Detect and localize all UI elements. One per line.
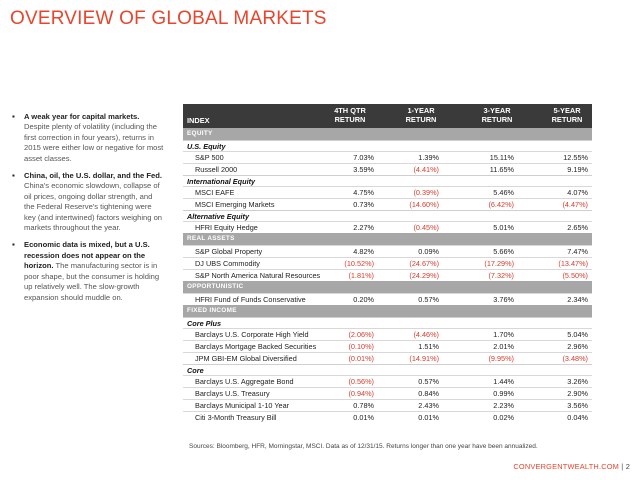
return-value: 0.02%: [493, 413, 514, 422]
table-row: [183, 399, 592, 411]
return-value: 2.23%: [493, 401, 514, 410]
footer-separator: |: [619, 462, 626, 471]
index-name: Barclays U.S. Corporate High Yield: [195, 330, 309, 339]
subgroup-label: Core: [183, 364, 592, 375]
return-value: 0.57%: [418, 377, 439, 386]
return-value: (14.91%): [409, 354, 439, 363]
index-name: Citi 3-Month Treasury Bill: [195, 413, 277, 422]
index-name: S&P North America Natural Resources: [195, 271, 321, 280]
return-value: 1.70%: [493, 330, 514, 339]
return-value: 5.01%: [493, 223, 514, 232]
returns-table: [183, 104, 592, 423]
table-row: [183, 387, 592, 399]
table-row: [183, 411, 592, 423]
return-value: 1.51%: [418, 342, 439, 351]
index-name: S&P 500: [195, 153, 224, 162]
return-value: (0.45%): [413, 223, 439, 232]
return-value: 0.57%: [418, 295, 439, 304]
return-value: 4.07%: [567, 188, 588, 197]
return-value: (0.56%): [348, 377, 374, 386]
return-value: 2.96%: [567, 342, 588, 351]
index-name: Barclays U.S. Treasury: [195, 389, 270, 398]
return-value: 2.43%: [418, 401, 439, 410]
return-value: 3.76%: [493, 295, 514, 304]
table-row: [183, 245, 592, 257]
index-name: HFRI Fund of Funds Conservative: [195, 295, 306, 304]
table-row: [183, 293, 592, 305]
return-value: 2.65%: [567, 223, 588, 232]
bullet-text: The manufacturing sector is in poor shape, but the consumer is holding up relatively well. The slow-growth expansion should muddle on.: [24, 261, 160, 302]
header-5-year: 5-YEAR RETURN: [551, 106, 583, 124]
subgroup-label: Alternative Equity: [183, 210, 592, 221]
index-name: Russell 2000: [195, 165, 238, 174]
index-name: JPM GBI-EM Global Diversified: [195, 354, 297, 363]
bullet-icon: ▪: [12, 240, 15, 250]
return-value: (0.94%): [348, 389, 374, 398]
header-index: INDEX: [187, 116, 210, 125]
bullet-icon: ▪: [12, 171, 15, 181]
return-value: 4.75%: [353, 188, 374, 197]
return-value: (0.10%): [348, 342, 374, 351]
header-4th-qtr: 4TH QTR RETURN: [334, 106, 366, 124]
return-value: 0.99%: [493, 389, 514, 398]
bullet-text: Despite plenty of volatility (including the first correction in four years), returns in 2015 were either low or negative for most asset classes.: [24, 122, 164, 163]
section-header: REAL ASSETS: [183, 233, 592, 245]
index-name: Barclays U.S. Aggregate Bond: [195, 377, 294, 386]
return-value: 9.19%: [567, 165, 588, 174]
table-row: [183, 375, 592, 387]
table-row: [183, 151, 592, 163]
index-name: S&P Global Property: [195, 247, 263, 256]
return-value: 11.65%: [489, 165, 514, 174]
index-name: HFRI Equity Hedge: [195, 223, 258, 232]
footer-site-link[interactable]: CONVERGENTWEALTH.COM: [513, 462, 620, 471]
return-value: 3.56%: [567, 401, 588, 410]
return-value: (0.39%): [413, 188, 439, 197]
return-value: (5.50%): [562, 271, 588, 280]
return-value: (10.52%): [344, 259, 374, 268]
return-value: (7.32%): [488, 271, 514, 280]
return-value: 1.44%: [493, 377, 514, 386]
return-value: (24.67%): [409, 259, 439, 268]
section-header: FIXED INCOME: [183, 305, 592, 317]
table-body: [183, 128, 592, 423]
bullet-heading: A weak year for capital markets.: [24, 112, 140, 121]
footnote: Sources: Bloomberg, HFR, Morningstar, MSCI. Data as of 12/31/15. Returns longer than one year have been annualized.: [189, 443, 538, 450]
bullet-list: [12, 112, 164, 310]
return-value: 2.34%: [567, 295, 588, 304]
subgroup-label: International Equity: [183, 175, 592, 186]
index-name: MSCI Emerging Markets: [195, 200, 275, 209]
return-value: (17.29%): [484, 259, 514, 268]
return-value: (24.29%): [409, 271, 439, 280]
return-value: 0.09%: [418, 247, 439, 256]
index-name: MSCI EAFE: [195, 188, 235, 197]
bullet-item: [12, 171, 164, 233]
bullet-icon: ▪: [12, 112, 15, 121]
return-value: 0.84%: [418, 389, 439, 398]
return-value: 15.11%: [489, 153, 514, 162]
subgroup-label: Core Plus: [183, 317, 592, 328]
index-name: Barclays Mortgage Backed Securities: [195, 342, 317, 351]
return-value: (2.06%): [348, 330, 374, 339]
index-name: Barclays Municipal 1-10 Year: [195, 401, 290, 410]
header-3-year: 3-YEAR RETURN: [481, 106, 513, 124]
table-row: [183, 221, 592, 233]
table-row: [183, 186, 592, 198]
page-number: 2: [625, 462, 630, 471]
return-value: (13.47%): [558, 259, 588, 268]
return-value: (6.42%): [488, 200, 514, 209]
table-header: [183, 104, 592, 128]
bullet-item: [12, 112, 164, 164]
table-row: [183, 269, 592, 281]
table-row: [183, 198, 592, 210]
return-value: 5.04%: [567, 330, 588, 339]
return-value: (0.01%): [348, 354, 374, 363]
return-value: 2.90%: [567, 389, 588, 398]
return-value: 1.39%: [418, 153, 439, 162]
table-row: [183, 257, 592, 269]
footer: [513, 462, 630, 471]
bullet-heading: China, oil, the U.S. dollar, and the Fed.: [24, 171, 162, 181]
return-value: 2.01%: [493, 342, 514, 351]
section-header: OPPORTUNISTIC: [183, 281, 592, 293]
return-value: (4.46%): [413, 330, 439, 339]
subgroup-label: U.S. Equity: [183, 140, 592, 151]
return-value: 0.78%: [353, 401, 374, 410]
page-title: OVERVIEW OF GLOBAL MARKETS: [10, 8, 327, 29]
index-name: DJ UBS Commodity: [195, 259, 260, 268]
return-value: 12.55%: [563, 153, 588, 162]
table-row: [183, 163, 592, 175]
return-value: 4.82%: [353, 247, 374, 256]
return-value: 2.27%: [353, 223, 374, 232]
bullet-heading: Economic data is mixed, but a U.S. recession does not appear on the horizon.: [24, 240, 150, 271]
return-value: (14.60%): [409, 200, 439, 209]
return-value: (3.48%): [562, 354, 588, 363]
return-value: 5.46%: [493, 188, 514, 197]
return-value: (4.47%): [562, 200, 588, 209]
table-row: [183, 328, 592, 340]
return-value: 7.03%: [353, 153, 374, 162]
table-row: [183, 352, 592, 364]
return-value: (9.95%): [488, 354, 514, 363]
table-row: [183, 340, 592, 352]
header-1-year: 1-YEAR RETURN: [405, 106, 437, 124]
section-header: EQUITY: [183, 128, 592, 140]
return-value: (1.81%): [348, 271, 374, 280]
return-value: 0.73%: [353, 200, 374, 209]
return-value: 5.66%: [493, 247, 514, 256]
return-value: 0.20%: [353, 295, 374, 304]
bullet-text: China's economic slowdown, collapse of oil prices, ongoing dollar strength, and the Federal Reserve's tightening were key (and intertwined) factors weighing on markets throughout the year.: [24, 181, 163, 233]
return-value: 7.47%: [567, 247, 588, 256]
return-value: (4.41%): [413, 165, 439, 174]
return-value: 0.04%: [567, 413, 588, 422]
return-value: 3.59%: [353, 165, 374, 174]
return-value: 3.26%: [567, 377, 588, 386]
bullet-item: [12, 240, 164, 302]
return-value: 0.01%: [353, 413, 374, 422]
return-value: 0.01%: [418, 413, 439, 422]
